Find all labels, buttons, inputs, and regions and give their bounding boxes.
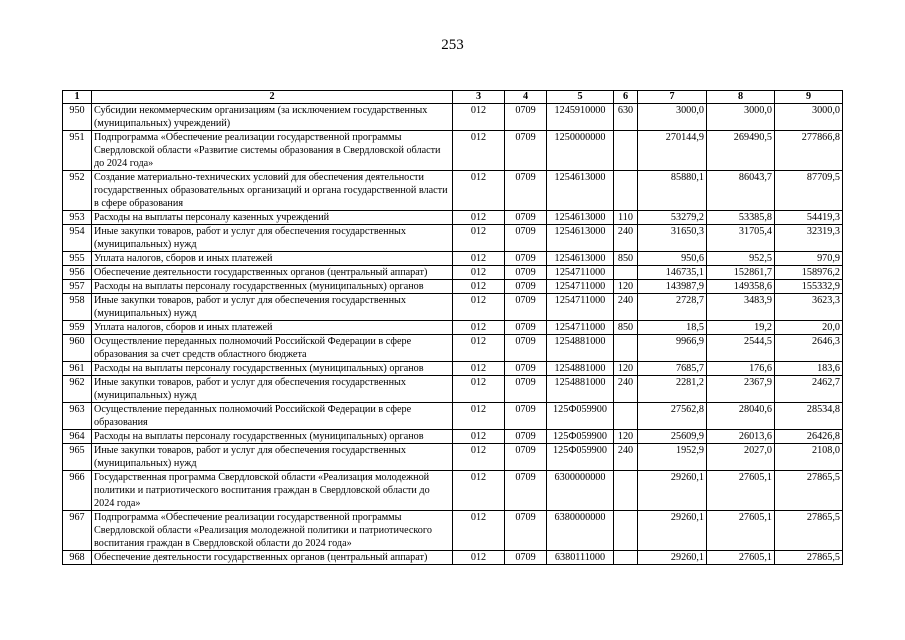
amount-2022-cell: 29260,1 [638,471,707,511]
amount-2024-cell: 32319,3 [775,225,843,252]
row-number-cell: 956 [63,266,92,280]
row-name-cell: Подпрограмма «Обеспечение реализации государственной программы Свердловской области «Реализация молодежной политики и патриотического воспитания граждан в Свердловской области до 2024 года» [92,511,453,551]
admin-code-cell: 012 [453,362,505,376]
target-article-cell: 1254881000 [547,362,614,376]
amount-2024-cell: 87709,5 [775,171,843,211]
row-name-cell: Иные закупки товаров, работ и услуг для обеспечения государственных (муниципальных) нужд [92,376,453,403]
admin-code-cell: 012 [453,403,505,430]
expense-type-cell [614,511,638,551]
column-header: 3 [453,91,505,104]
row-number-cell: 959 [63,321,92,335]
table-row [63,321,843,335]
target-article-cell: 1254711000 [547,266,614,280]
amount-2023-cell: 31705,4 [707,225,775,252]
section-code-cell: 0709 [505,280,547,294]
column-header: 5 [547,91,614,104]
section-code-cell: 0709 [505,511,547,551]
target-article-cell: 125Ф059900 [547,430,614,444]
expense-type-cell: 240 [614,444,638,471]
admin-code-cell: 012 [453,171,505,211]
amount-2022-cell: 7685,7 [638,362,707,376]
table-row [63,511,843,551]
section-code-cell: 0709 [505,252,547,266]
amount-2023-cell: 152861,7 [707,266,775,280]
amount-2023-cell: 53385,8 [707,211,775,225]
table-row [63,252,843,266]
admin-code-cell: 012 [453,104,505,131]
expense-type-cell: 630 [614,104,638,131]
target-article-cell: 1254613000 [547,225,614,252]
amount-2023-cell: 149358,6 [707,280,775,294]
row-number-cell: 960 [63,335,92,362]
amount-2024-cell: 27865,5 [775,551,843,565]
amount-2022-cell: 2728,7 [638,294,707,321]
target-article-cell: 6300000000 [547,471,614,511]
section-code-cell: 0709 [505,444,547,471]
amount-2024-cell: 27865,5 [775,471,843,511]
column-header: 2 [92,91,453,104]
amount-2022-cell: 270144,9 [638,131,707,171]
amount-2023-cell: 952,5 [707,252,775,266]
amount-2022-cell: 31650,3 [638,225,707,252]
amount-2024-cell: 54419,3 [775,211,843,225]
amount-2024-cell: 28534,8 [775,403,843,430]
row-number-cell: 952 [63,171,92,211]
amount-2022-cell: 29260,1 [638,511,707,551]
section-code-cell: 0709 [505,104,547,131]
amount-2024-cell: 27865,5 [775,511,843,551]
admin-code-cell: 012 [453,225,505,252]
row-number-cell: 967 [63,511,92,551]
section-code-cell: 0709 [505,321,547,335]
section-code-cell: 0709 [505,551,547,565]
amount-2022-cell: 146735,1 [638,266,707,280]
section-code-cell: 0709 [505,294,547,321]
target-article-cell: 1254711000 [547,321,614,335]
section-code-cell: 0709 [505,430,547,444]
row-name-cell: Обеспечение деятельности государственных органов (центральный аппарат) [92,551,453,565]
admin-code-cell: 012 [453,430,505,444]
section-code-cell: 0709 [505,266,547,280]
amount-2023-cell: 269490,5 [707,131,775,171]
expense-type-cell: 240 [614,376,638,403]
amount-2023-cell: 27605,1 [707,551,775,565]
expense-type-cell [614,471,638,511]
admin-code-cell: 012 [453,252,505,266]
admin-code-cell: 012 [453,131,505,171]
amount-2024-cell: 20,0 [775,321,843,335]
amount-2024-cell: 3000,0 [775,104,843,131]
section-code-cell: 0709 [505,376,547,403]
target-article-cell: 1254613000 [547,211,614,225]
expense-type-cell: 120 [614,362,638,376]
row-number-cell: 968 [63,551,92,565]
target-article-cell: 1254711000 [547,294,614,321]
target-article-cell: 1254711000 [547,280,614,294]
section-code-cell: 0709 [505,171,547,211]
amount-2024-cell: 277866,8 [775,131,843,171]
row-number-cell: 953 [63,211,92,225]
amount-2023-cell: 176,6 [707,362,775,376]
row-number-cell: 965 [63,444,92,471]
table-row [63,294,843,321]
table-row [63,362,843,376]
amount-2023-cell: 3483,9 [707,294,775,321]
row-name-cell: Обеспечение деятельности государственных органов (центральный аппарат) [92,266,453,280]
expense-type-cell [614,403,638,430]
target-article-cell: 1245910000 [547,104,614,131]
target-article-cell: 125Ф059900 [547,444,614,471]
section-code-cell: 0709 [505,471,547,511]
target-article-cell: 6380111000 [547,551,614,565]
admin-code-cell: 012 [453,376,505,403]
amount-2023-cell: 19,2 [707,321,775,335]
row-name-cell: Иные закупки товаров, работ и услуг для обеспечения государственных (муниципальных) нужд [92,294,453,321]
header-row [63,91,843,104]
column-header: 8 [707,91,775,104]
table-row [63,280,843,294]
row-name-cell: Иные закупки товаров, работ и услуг для обеспечения государственных (муниципальных) нужд [92,444,453,471]
row-name-cell: Государственная программа Свердловской области «Реализация молодежной политики и патриотического воспитания граждан в Свердловской области до 2024 года» [92,471,453,511]
row-name-cell: Расходы на выплаты персоналу казенных учреждений [92,211,453,225]
amount-2022-cell: 18,5 [638,321,707,335]
target-article-cell: 125Ф059900 [547,403,614,430]
amount-2022-cell: 85880,1 [638,171,707,211]
amount-2023-cell: 86043,7 [707,171,775,211]
row-name-cell: Субсидии некоммерческим организациям (за исключением государственных (муниципальных) учреждений) [92,104,453,131]
section-code-cell: 0709 [505,211,547,225]
row-name-cell: Расходы на выплаты персоналу государственных (муниципальных) органов [92,430,453,444]
amount-2023-cell: 27605,1 [707,511,775,551]
expense-type-cell: 120 [614,280,638,294]
row-number-cell: 950 [63,104,92,131]
table-row [63,171,843,211]
expense-type-cell [614,131,638,171]
column-header: 9 [775,91,843,104]
column-header: 6 [614,91,638,104]
admin-code-cell: 012 [453,280,505,294]
budget-table [62,90,843,565]
row-number-cell: 963 [63,403,92,430]
expense-type-cell [614,551,638,565]
amount-2022-cell: 143987,9 [638,280,707,294]
target-article-cell: 1254881000 [547,376,614,403]
amount-2024-cell: 158976,2 [775,266,843,280]
table-row [63,225,843,252]
amount-2022-cell: 29260,1 [638,551,707,565]
row-name-cell: Осуществление переданных полномочий Российской Федерации в сфере образования [92,403,453,430]
amount-2024-cell: 2646,3 [775,335,843,362]
section-code-cell: 0709 [505,131,547,171]
row-number-cell: 958 [63,294,92,321]
table-row [63,444,843,471]
expense-type-cell [614,266,638,280]
expense-type-cell: 240 [614,225,638,252]
row-number-cell: 964 [63,430,92,444]
admin-code-cell: 012 [453,511,505,551]
row-name-cell: Расходы на выплаты персоналу государственных (муниципальных) органов [92,362,453,376]
column-header: 4 [505,91,547,104]
target-article-cell: 1254881000 [547,335,614,362]
row-name-cell: Уплата налогов, сборов и иных платежей [92,321,453,335]
row-number-cell: 961 [63,362,92,376]
row-number-cell: 957 [63,280,92,294]
admin-code-cell: 012 [453,335,505,362]
expense-type-cell: 120 [614,430,638,444]
section-code-cell: 0709 [505,362,547,376]
column-header: 1 [63,91,92,104]
section-code-cell: 0709 [505,225,547,252]
amount-2024-cell: 2462,7 [775,376,843,403]
row-name-cell: Подпрограмма «Обеспечение реализации государственной программы Свердловской области «Развитие системы образования в Свердловской области до 2024 года» [92,131,453,171]
row-name-cell: Иные закупки товаров, работ и услуг для обеспечения государственных (муниципальных) нужд [92,225,453,252]
amount-2023-cell: 2544,5 [707,335,775,362]
expense-type-cell: 850 [614,252,638,266]
amount-2022-cell: 25609,9 [638,430,707,444]
row-number-cell: 955 [63,252,92,266]
row-number-cell: 951 [63,131,92,171]
expense-type-cell: 110 [614,211,638,225]
row-name-cell: Расходы на выплаты персоналу государственных (муниципальных) органов [92,280,453,294]
amount-2022-cell: 9966,9 [638,335,707,362]
row-name-cell: Создание материально-технических условий для обеспечения деятельности государственных образовательных организаций и органа государственной власти в сфере образования [92,171,453,211]
admin-code-cell: 012 [453,294,505,321]
target-article-cell: 1250000000 [547,131,614,171]
table-row [63,376,843,403]
table-row [63,471,843,511]
table-row [63,551,843,565]
table-row [63,211,843,225]
table-row [63,104,843,131]
section-code-cell: 0709 [505,403,547,430]
amount-2023-cell: 28040,6 [707,403,775,430]
amount-2022-cell: 3000,0 [638,104,707,131]
amount-2024-cell: 3623,3 [775,294,843,321]
amount-2024-cell: 26426,8 [775,430,843,444]
amount-2024-cell: 970,9 [775,252,843,266]
row-number-cell: 954 [63,225,92,252]
row-name-cell: Осуществление переданных полномочий Российской Федерации в сфере образования за счет средств областного бюджета [92,335,453,362]
amount-2022-cell: 2281,2 [638,376,707,403]
amount-2023-cell: 2367,9 [707,376,775,403]
table-row [63,335,843,362]
section-code-cell: 0709 [505,335,547,362]
row-name-cell: Уплата налогов, сборов и иных платежей [92,252,453,266]
target-article-cell: 1254613000 [547,252,614,266]
amount-2022-cell: 1952,9 [638,444,707,471]
row-number-cell: 962 [63,376,92,403]
table-row [63,403,843,430]
column-header: 7 [638,91,707,104]
table-row [63,131,843,171]
target-article-cell: 6380000000 [547,511,614,551]
row-number-cell: 966 [63,471,92,511]
amount-2022-cell: 950,6 [638,252,707,266]
admin-code-cell: 012 [453,471,505,511]
amount-2022-cell: 53279,2 [638,211,707,225]
table-row [63,430,843,444]
target-article-cell: 1254613000 [547,171,614,211]
amount-2024-cell: 183,6 [775,362,843,376]
expense-type-cell [614,335,638,362]
expense-type-cell: 850 [614,321,638,335]
amount-2024-cell: 155332,9 [775,280,843,294]
amount-2024-cell: 2108,0 [775,444,843,471]
amount-2023-cell: 2027,0 [707,444,775,471]
admin-code-cell: 012 [453,321,505,335]
admin-code-cell: 012 [453,266,505,280]
amount-2022-cell: 27562,8 [638,403,707,430]
table-row [63,266,843,280]
amount-2023-cell: 3000,0 [707,104,775,131]
admin-code-cell: 012 [453,551,505,565]
page-number: 253 [441,37,464,53]
amount-2023-cell: 26013,6 [707,430,775,444]
admin-code-cell: 012 [453,211,505,225]
expense-type-cell [614,171,638,211]
admin-code-cell: 012 [453,444,505,471]
amount-2023-cell: 27605,1 [707,471,775,511]
expense-type-cell: 240 [614,294,638,321]
